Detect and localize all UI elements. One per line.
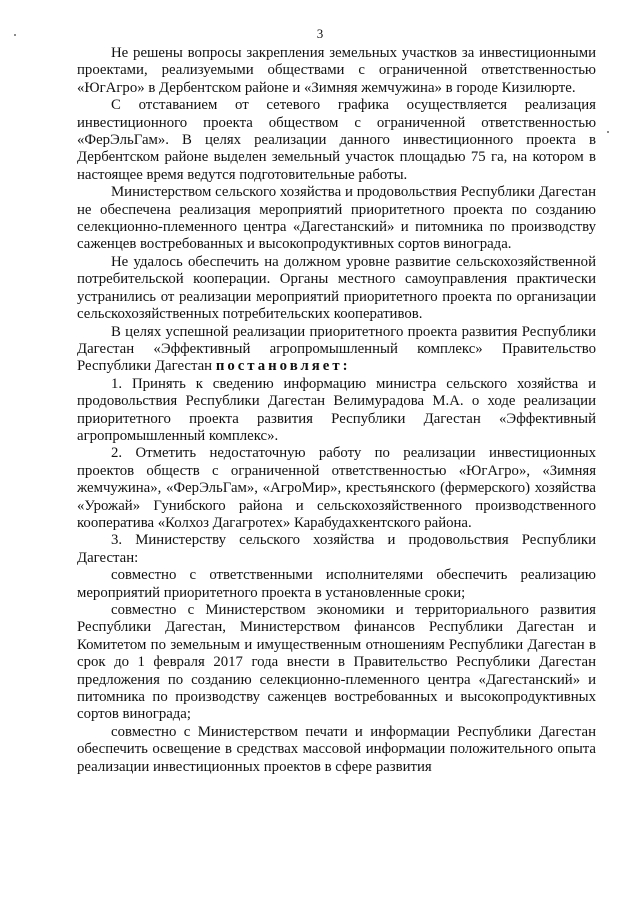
list-item: 2. Отметить недостаточную работу по реализации инвестиционных проектов обществ с ограниченной ответственностью «ЮгАгро», «Зимняя жемчужина», «ФерЭльГам», «АгроМир», крестьянского (фермерского) хозяйства «Урожай» Гунибского района и сельскохозяйственного производственного кооператива «Колхоз Дагагротех» Карабудахкентского района. — [77, 445, 596, 531]
sub-item: совместно с Министерством печати и информации Республики Дагестан обеспечить освещение в средствах массовой информации положительного опыта реализации инвестиционных проектов в сфере развития — [77, 723, 596, 775]
document-body — [77, 45, 596, 776]
page-number: 3 — [316, 26, 324, 41]
resolution-verb: постановляет: — [215, 358, 351, 375]
paragraph: Не удалось обеспечить на должном уровне развитие сельскохозяйственной потребительской кооперации. Органы местного самоуправления практически устранились от реализации мероприятий приоритетного проекта по организации сельскохозяйственных потребительских кооперативов. — [77, 253, 596, 323]
paragraph: Министерством сельского хозяйства и продовольствия Республики Дагестан не обеспечена реализация мероприятий приоритетного проекта по созданию селекционно-племенного центра «Дагестанский» и питомника по производству саженцев востребованных и высокопродуктивных сортов винограда. — [77, 184, 596, 253]
scan-speck — [607, 131, 609, 133]
sub-item: совместно с Министерством экономики и территориального развития Республики Дагестан, Министерством финансов Республики Дагестан и Комитетом по земельным и имущественным отношениям Республики Дагестан в срок до 1 февраля 2017 года внести в Правительство Республики Дагестан предложения по созданию селекционно-племенного центра «Дагестанский» и питомника по производству саженцев востребованных и высокопродуктивных сортов винограда; — [77, 602, 596, 723]
resolution-paragraph — [77, 324, 596, 376]
paragraph: С отставанием от сетевого графика осуществляется реализация инвестиционного проекта обществом с ограниченной ответственностью «ФерЭльГам». В целях реализации данного инвестиционного проекта в Дербентском районе выделен земельный участок площадью 75 га, на котором в настоящее время ведутся подготовительные работы. — [77, 97, 596, 183]
list-item: 1. Принять к сведению информацию министра сельского хозяйства и продовольствия Республики Дагестан Велимурадова М.А. о ходе реализации приоритетного проекта развития Республики Дагестан «Эффективный агропромышленный комплекс». — [77, 375, 596, 444]
resolution-intro: В целях успешной реализации приоритетного проекта развития Республики Дагестан «Эффективный агропромышленный комплекс» Правительство Республики Дагестан — [77, 323, 596, 375]
sub-item: совместно с ответственными исполнителями обеспечить реализацию мероприятий приоритетного проекта в установленные сроки; — [77, 567, 596, 601]
paragraph: Не решены вопросы закрепления земельных участков за инвестиционными проектами, реализуемыми обществами с ограниченной ответственностью «ЮгАгро» в Дербентском районе и «Зимняя жемчужина» в городе Кизилюрте. — [77, 45, 596, 96]
list-item: 3. Министерству сельского хозяйства и продовольствия Республики Дагестан: — [77, 532, 596, 566]
